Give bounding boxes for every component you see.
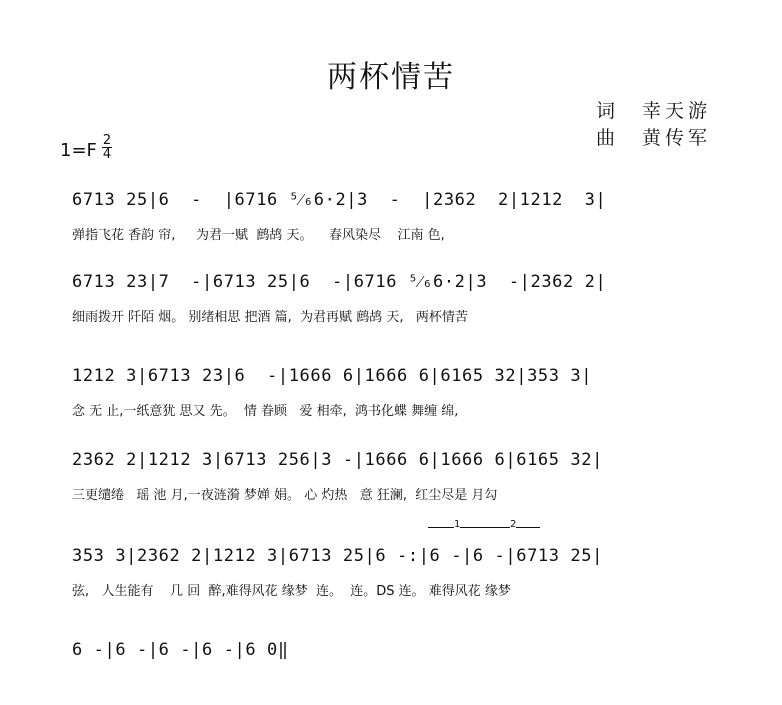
notation-line: 6713 25|6 - |6716 ⁵⁄₆6·2|3 - |2362 2|1212 3| xyxy=(72,190,607,210)
lyrics-line: 弦, 人生能有 几 回 醉,难得风花 缘梦 连。 连。DS 连。 难得风花 缘梦 xyxy=(72,584,511,599)
volta-1-label: 1 xyxy=(454,519,461,530)
score-row-1 xyxy=(72,190,708,243)
key-signature xyxy=(60,133,112,162)
score-row-2 xyxy=(72,272,708,325)
notation-line: 353 3|2362 2|1212 3|6713 25|6 -:|6 -|6 -|6713 25| xyxy=(72,546,603,566)
lyrics-line: 细雨拨开 阡陌 烟。 别绪相思 把酒 篇, 为君再赋 鹧鸪 天, 两杯情苦 xyxy=(72,310,468,325)
score-row-6 xyxy=(72,640,708,670)
lyrics-line: 念 无 止,一纸意犹 思又 先。 情 眷顾 爱 相牵, 鸿书化蝶 舞缠 绵, xyxy=(72,404,459,419)
score-row-5 xyxy=(72,546,708,599)
lyricist-credit: 词 幸天游 xyxy=(596,100,712,122)
lyrics-line: 弹指飞花 香韵 帘, 为君一赋 鹧鸪 天。 春风染尽 江南 色, xyxy=(72,228,445,243)
notation-line: 6 -|6 -|6 -|6 -|6 0‖ xyxy=(72,640,289,660)
time-signature-bottom: 4 xyxy=(102,147,112,162)
volta-2-label: 2 xyxy=(510,519,517,530)
notation-line: 1212 3|6713 23|6 -|1666 6|1666 6|6165 32|353 3| xyxy=(72,366,593,386)
song-title: 两杯情苦 xyxy=(327,60,455,95)
lyrics-line: 三更缱绻 瑶 池 月,一夜涟漪 梦婵 娟。 心 灼热 意 狂澜, 红尘尽是 月勾 xyxy=(72,488,498,503)
score-row-3 xyxy=(72,366,708,419)
notation-line: 6713 23|7 -|6713 25|6 -|6716 ⁵⁄₆6·2|3 -|2362 2| xyxy=(72,272,607,292)
score-row-4 xyxy=(72,450,708,503)
composer-credit: 曲 黄传军 xyxy=(596,127,712,149)
key-label: 1=F xyxy=(60,140,97,161)
notation-line: 2362 2|1212 3|6713 256|3 -|1666 6|1666 6|6165 32| xyxy=(72,450,603,470)
time-signature-top: 2 xyxy=(102,133,112,148)
time-signature xyxy=(102,134,112,161)
